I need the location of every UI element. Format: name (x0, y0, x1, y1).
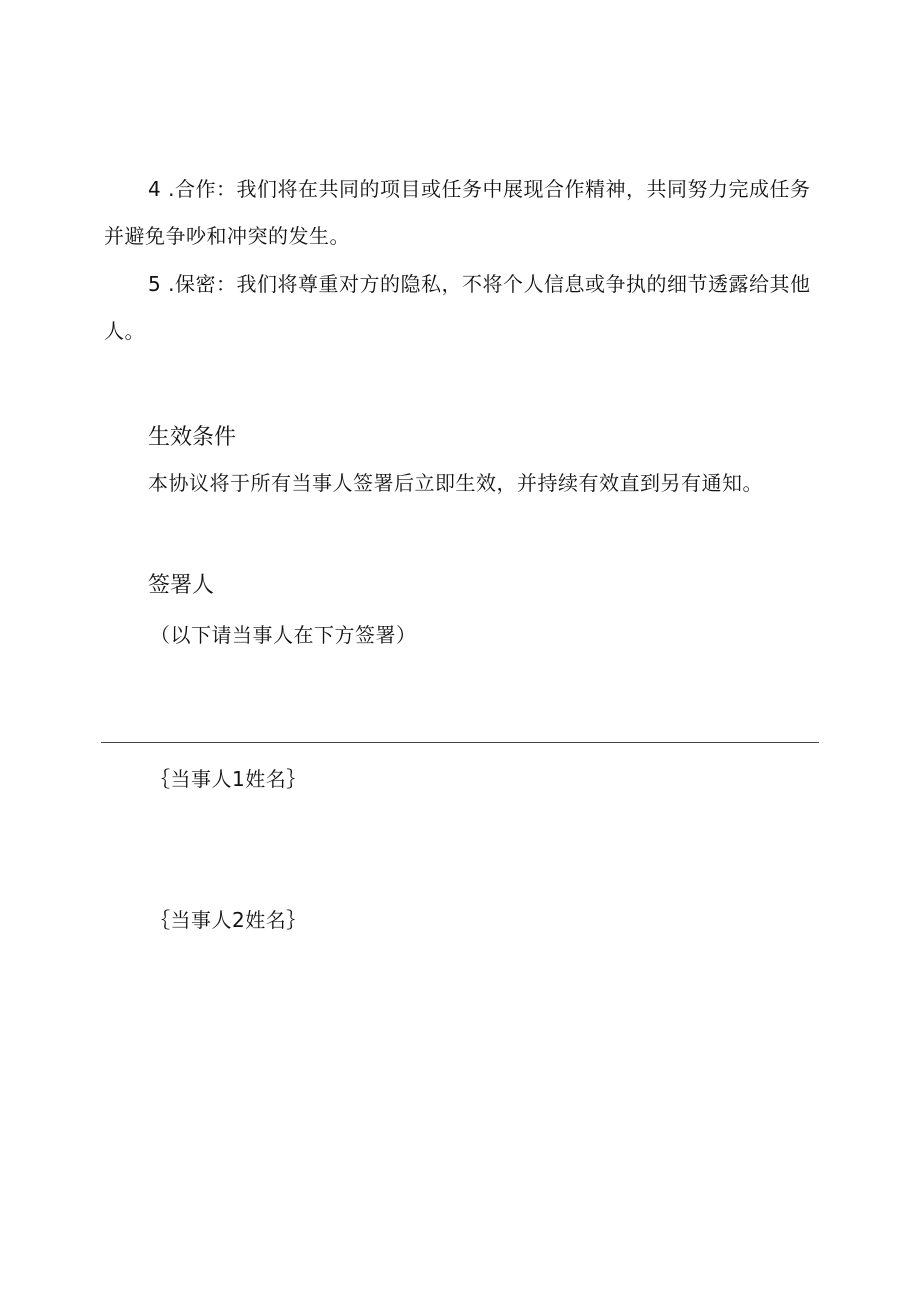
effective-conditions-heading: 生效条件 (148, 424, 237, 449)
party-2-name-placeholder: ｛当事人2姓名｝ (150, 908, 307, 932)
clause-cooperation: 4 .合作：我们将在共同的项目或任务中展现合作精神，共同努力完成任务并避免争吵和冲突的发生。 (104, 177, 811, 248)
clause-confidentiality: 5 .保密：我们将尊重对方的隐私，不将个人信息或争执的细节透露给其他人。 (104, 272, 811, 343)
effective-conditions-text: 本协议将于所有当事人签署后立即生效，并持续有效直到另有通知。 (148, 471, 763, 495)
signatories-note: （以下请当事人在下方签署） (150, 623, 417, 647)
signature-line (101, 742, 819, 743)
signatories-heading: 签署人 (148, 572, 215, 597)
party-1-name-placeholder: ｛当事人1姓名｝ (150, 767, 307, 791)
